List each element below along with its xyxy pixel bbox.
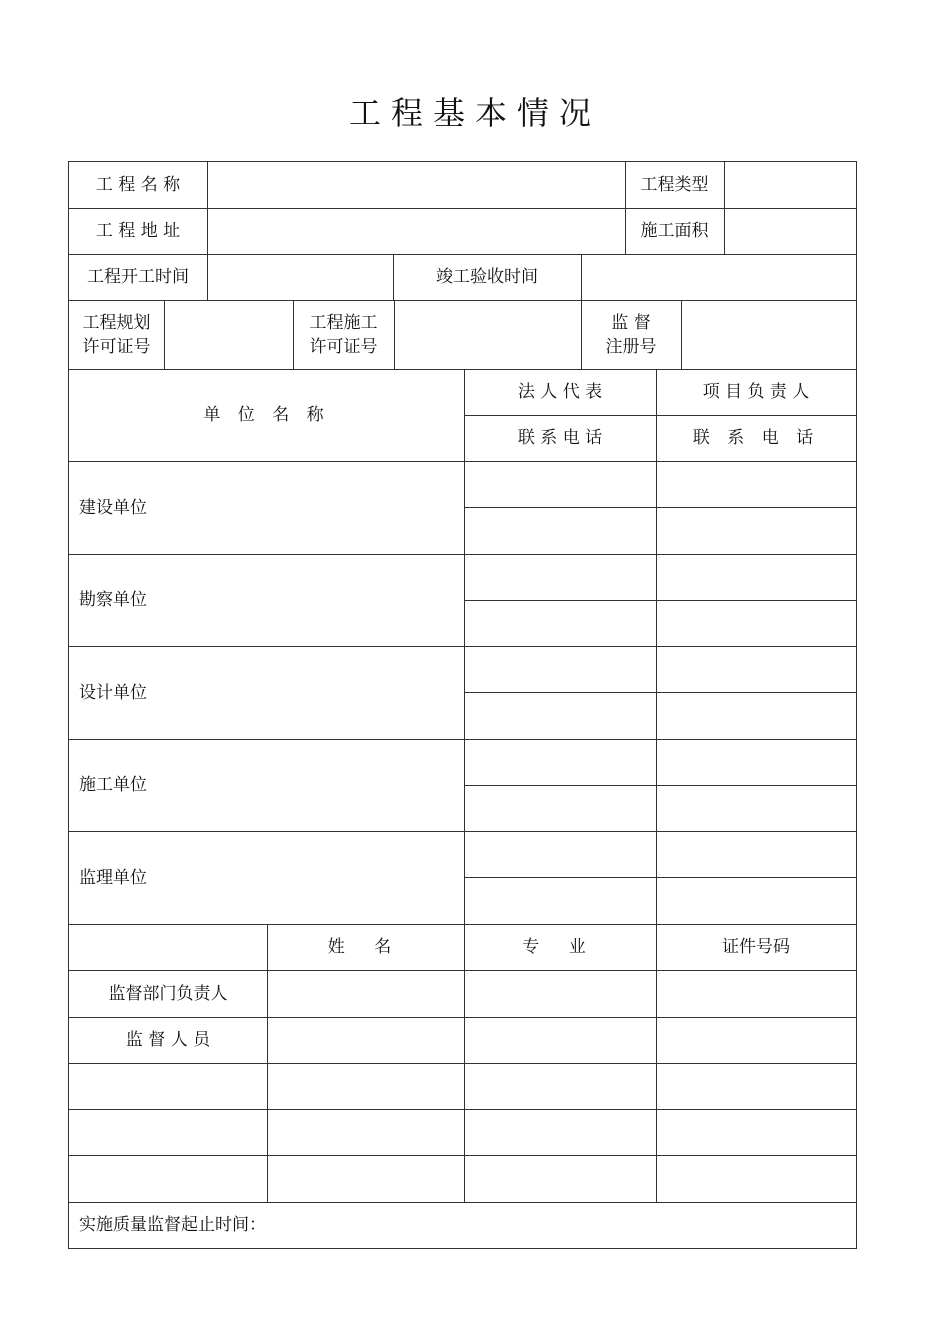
construction-area-label: 施工面积	[640, 221, 709, 241]
staff-row-label: 监督部门负责人	[108, 983, 228, 1004]
page-title: 工程基本情况	[348, 94, 601, 132]
unit-name-header: 单 位 名 称	[203, 405, 330, 425]
unit-design-label: 设计单位	[79, 682, 147, 703]
project-type-field[interactable]	[725, 162, 856, 208]
project-address-label: 工 程 地 址	[95, 221, 181, 241]
staff-row-label	[69, 1155, 267, 1202]
row-divider	[464, 600, 856, 601]
project-name-label: 工 程 名 称	[95, 175, 181, 195]
planning-permit-label-line1: 工程规划	[82, 312, 151, 333]
supervision-period-label: 实施质量监督起止时间：	[79, 1215, 266, 1235]
staff-certificate-header: 证件号码	[722, 937, 790, 957]
planning-permit-label	[69, 300, 164, 369]
legal-rep-header: 法 人 代 表	[517, 382, 603, 402]
col-divider	[656, 369, 657, 1202]
row-divider	[464, 692, 856, 693]
planning-permit-label-line2: 许可证号	[82, 336, 151, 357]
staff-row-label	[69, 1063, 267, 1109]
row-divider	[464, 785, 856, 786]
start-time-field[interactable]	[208, 254, 393, 300]
construction-permit-label	[293, 300, 394, 369]
staff-name-header: 姓 名	[327, 937, 404, 957]
row-divider	[464, 507, 856, 508]
staff-specialty-header: 专 业	[522, 937, 598, 957]
project-leader-header: 项 目 负 责 人	[702, 382, 810, 402]
contact-phone-header: 联 系 电 话	[517, 428, 603, 448]
construction-permit-field[interactable]	[395, 300, 581, 369]
staff-row-label: 监 督 人 员	[125, 1030, 211, 1050]
contact-phone-header: 联 系 电 话	[692, 428, 820, 448]
project-name-field[interactable]	[208, 162, 625, 208]
acceptance-time-field[interactable]	[582, 254, 856, 300]
project-type-label: 工程类型	[640, 175, 709, 195]
supervision-reg-field[interactable]	[682, 300, 856, 369]
construction-permit-label-line1: 工程施工	[309, 312, 378, 333]
col-divider	[464, 369, 465, 1202]
project-address-field[interactable]	[208, 208, 625, 254]
staff-role-header	[69, 924, 267, 970]
unit-supervisor-label: 监理单位	[79, 867, 147, 888]
start-time-label: 工程开工时间	[87, 267, 189, 287]
acceptance-time-label: 竣工验收时间	[436, 267, 538, 287]
unit-contractor-label: 施工单位	[79, 775, 147, 795]
unit-construction-label: 建设单位	[79, 497, 147, 518]
supervision-reg-label-line1: 监 督	[611, 312, 651, 333]
project-info-form	[68, 161, 857, 1249]
staff-row-label	[69, 1109, 267, 1155]
planning-permit-field[interactable]	[165, 300, 293, 369]
row-divider	[464, 877, 856, 878]
unit-survey-label: 勘察单位	[79, 590, 147, 610]
supervision-reg-label	[581, 300, 681, 369]
construction-permit-label-line2: 许可证号	[309, 336, 378, 357]
supervision-reg-label-line2: 注册号	[605, 336, 657, 357]
construction-area-field[interactable]	[725, 208, 856, 254]
